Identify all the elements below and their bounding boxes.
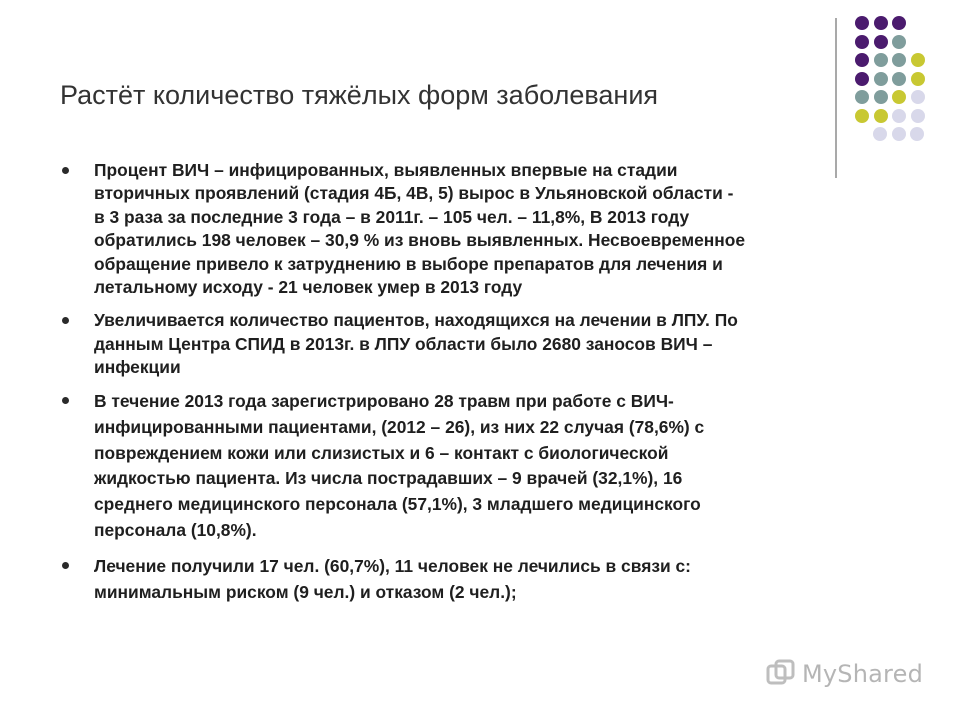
bullet-line: данным Центра СПИД в 2013г. в ЛПУ области было 2680 заносов ВИЧ –	[94, 333, 713, 354]
bullet-line: летальному исходу - 21 человек умер в 2013 году	[94, 277, 523, 298]
decor-dot	[874, 35, 888, 49]
bullet-line: Процент ВИЧ – инфицированных, выявленных впервые на стадии	[94, 160, 678, 180]
bullet-dot	[62, 317, 69, 324]
bullet-item	[62, 389, 912, 544]
decor-dot	[911, 72, 925, 86]
bullet-line: В течение 2013 года зарегистрировано 28 травм при работе с ВИЧ-	[94, 391, 674, 412]
bullet-line: Увеличивается количество пациентов, находящихся на лечении в ЛПУ. По	[94, 310, 738, 331]
decor-dot	[911, 90, 925, 104]
bullet-dot	[62, 397, 69, 404]
bullet-line: среднего медицинского персонала (57,1%), 3 младшего медицинского	[94, 494, 701, 515]
decor-dot	[892, 109, 906, 123]
decor-dot	[855, 90, 869, 104]
decor-dot	[892, 127, 906, 141]
decor-dot	[911, 53, 925, 67]
decor-dot	[892, 35, 906, 49]
decor-dot	[855, 109, 869, 123]
bullet-item	[62, 159, 912, 299]
watermark	[766, 656, 923, 692]
slide-title: Растёт количество тяжёлых форм заболевания	[60, 80, 659, 110]
decor-dot	[873, 127, 887, 141]
bullet-line: инфицированными пациентами, (2012 – 26), из них 22 случая (78,6%) с	[94, 416, 705, 437]
bullet-list	[62, 159, 912, 615]
decor-dot	[874, 53, 888, 67]
bullet-item	[62, 554, 912, 606]
bullet-dot	[62, 167, 69, 174]
decor-dot	[874, 109, 888, 123]
decor-dot	[874, 72, 888, 86]
decor-dot	[855, 16, 869, 30]
decor-dot	[910, 127, 924, 141]
bullet-line: вторичных проявлений (стадия 4Б, 4В, 5) вырос в Ульяновской области -	[94, 183, 734, 204]
decor-dot	[892, 72, 906, 86]
bullet-line: обратились 198 человек – 30,9 % из вновь выявленных. Несвоевременное	[94, 230, 746, 251]
bullet-item	[62, 309, 912, 379]
mysharerd-logo-icon	[766, 659, 796, 689]
bullet-line: обращение привело к затруднению в выборе препаратов для лечения и	[94, 253, 723, 274]
decor-dot	[892, 16, 906, 30]
watermark-text: MyShared	[802, 660, 924, 688]
bullet-line: жидкостью пациента. Из числа пострадавших – 9 врачей (32,1%), 16	[94, 468, 683, 489]
bullet-line: минимальным риском (9 чел.) и отказом (2 чел.);	[94, 581, 517, 602]
bullet-line: Лечение получили 17 чел. (60,7%), 11 человек не лечились в связи с:	[94, 555, 691, 576]
decor-dot	[855, 72, 869, 86]
decor-dot	[892, 90, 906, 104]
bullet-line: персонала (10,8%).	[94, 520, 257, 541]
decor-dot	[874, 16, 888, 30]
decor-dot	[874, 90, 888, 104]
decor-dot	[911, 109, 925, 123]
bullet-line: инфекции	[94, 356, 181, 377]
decor-dot	[855, 53, 869, 67]
bullet-line: повреждением кожи или слизистых и 6 – контакт с биологической	[94, 442, 669, 463]
bullet-dot	[62, 562, 69, 569]
decor-dot	[892, 53, 906, 67]
decor-dot	[855, 35, 869, 49]
bullet-line: в 3 раза за последние 3 года – в 2011г. – 105 чел. – 11,8%, В 2013 году	[94, 206, 690, 227]
vertical-divider	[835, 18, 837, 178]
